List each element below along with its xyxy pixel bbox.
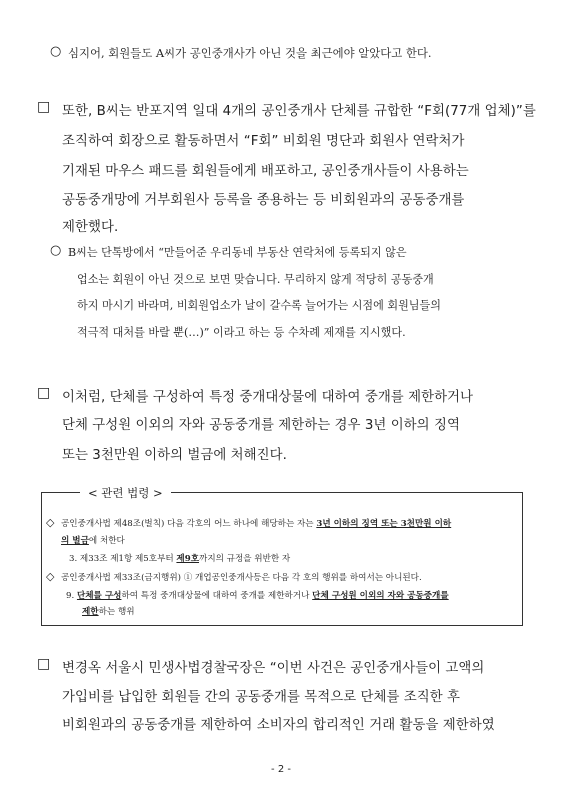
text-line: 가입비를 납입한 회원들 간의 공동중개를 목적으로 단체를 조직한 후	[62, 690, 461, 705]
text-line: 하지 마시기 바라며, 비회원업소가 날이 갈수록 늘어가는 시점에 회원님들의	[77, 299, 441, 312]
circle-bullet-icon: ○	[50, 243, 62, 258]
law-text-line	[69, 552, 290, 564]
text-line: 단체 구성원 이외의 자와 공동중개를 제한하는 경우 3년 이하의 징역	[62, 418, 460, 433]
text-line: 변경옥 서울시 민생사법경찰국장은 “이번 사건은 공인중개사들이 고액의	[62, 661, 485, 676]
related-law-title: < 관련 법령 >	[80, 485, 171, 501]
text-line: 제한했다.	[62, 220, 119, 235]
law-text: 하는 행위	[98, 607, 135, 617]
text-line: B씨는 단톡방에서 “만들어준 우리동네 부동산 연락처에 등록되지 않은	[68, 246, 407, 259]
law-text: 에 처한다	[88, 536, 125, 546]
law-text: 3. 제33조 제1항 제5호부터	[69, 554, 177, 564]
square-bullet-icon: □	[37, 385, 51, 401]
law-text-line: 공인중개사법 제33조(금지행위) ① 개업공인중개사등은 다음 각 호의 행위를 하여서는 아니된다.	[61, 573, 422, 583]
text-line: 심지어, 회원들도 A씨가 공인중개사가 아닌 것을 최근에야 알았다고 한다.	[68, 46, 432, 60]
law-text-line	[66, 589, 449, 601]
text-line: 기재된 마우스 패드를 회원들에게 배포하고, 공인중개사들이 사용하는	[62, 164, 469, 179]
diamond-bullet-icon: ◇	[46, 516, 55, 529]
law-emphasis: 제한	[82, 607, 99, 617]
text-line: 또는 3천만원 이하의 벌금에 처해진다.	[62, 448, 287, 463]
text-line: 조직하여 회장으로 활동하면서 “F회” 비회원 명단과 회원사 연락처가	[62, 134, 465, 149]
text-line: 업소는 회원이 아닌 것으로 보면 맞습니다. 무리하지 않게 적당히 공동중개	[77, 273, 434, 286]
square-bullet-icon: □	[37, 656, 51, 672]
law-text-line	[61, 534, 125, 546]
law-text: 9.	[66, 591, 77, 601]
law-text-line	[82, 605, 135, 617]
page-number: - 2 -	[271, 764, 291, 775]
text-line: 공동중개망에 거부회원사 등록을 종용하는 등 비회원과의 공동중개를	[62, 193, 465, 208]
law-emphasis: 의 벌금	[61, 536, 89, 546]
law-text-line	[61, 517, 451, 529]
law-text: 까지의 규정을 위반한 자	[199, 554, 291, 564]
circle-bullet-icon: ○	[50, 44, 62, 59]
text-line: 적극적 대처를 바랄 뿐(…)” 이라고 하는 등 수차례 제재를 지시했다.	[77, 326, 406, 339]
law-emphasis: 단체를 구성	[76, 591, 122, 601]
law-emphasis: 3년 이하의 징역 또는 3천만원 이하	[316, 519, 452, 529]
law-emphasis: 제9호	[176, 554, 200, 564]
law-emphasis: 단체 구성원 이외의 자와 공동중개를	[312, 591, 449, 601]
law-text: 하여 특정 중개대상물에 대하여 중개를 제한하거나	[121, 591, 313, 601]
law-text: 공인중개사법 제48조(벌칙) 다음 각호의 어느 하나에 해당하는 자는	[61, 519, 317, 529]
text-line: 비회원과의 공동중개를 제한하여 소비자의 합리적인 거래 활동을 제한하였	[62, 718, 495, 733]
text-line: 또한, B씨는 반포지역 일대 4개의 공인중개사 단체를 규합한 “F회(77개 업체)”를	[62, 104, 536, 119]
text-line: 이처럼, 단체를 구성하여 특정 중개대상물에 대하여 중개를 제한하거나	[62, 390, 474, 405]
square-bullet-icon: □	[37, 99, 51, 115]
diamond-bullet-icon: ◇	[46, 570, 55, 583]
